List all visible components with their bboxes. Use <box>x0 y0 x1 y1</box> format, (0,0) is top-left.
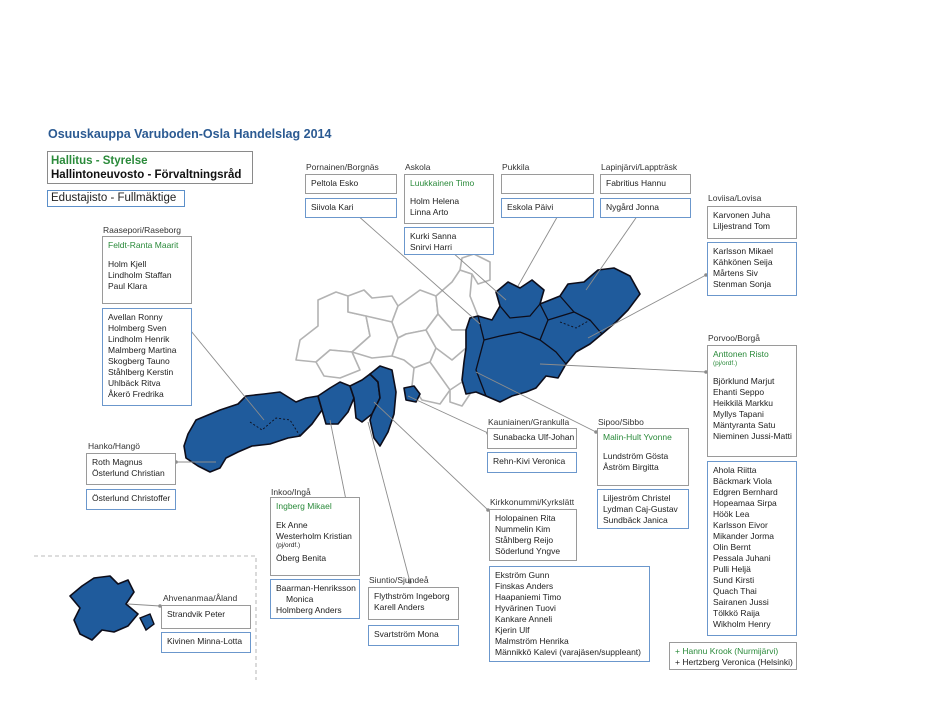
assembly-box-hanko <box>86 489 176 510</box>
person: Sairanen Jussi <box>713 597 769 607</box>
council-box-ahvenanmaa <box>161 605 251 629</box>
person: Myllys Tapani <box>713 409 764 419</box>
council-box-raasepori <box>102 236 192 304</box>
assembly-box-askola <box>404 227 494 255</box>
person: Siivola Kari <box>311 202 354 212</box>
person: Nummelin Kim <box>495 524 551 534</box>
council-box-kirkkonummi <box>489 509 577 561</box>
person: Ekström Gunn <box>495 570 550 580</box>
extra-member: + Hannu Krook (Nurmijärvi) <box>675 646 779 656</box>
person: Lundström Gösta <box>603 451 669 461</box>
person: Wikholm Henry <box>713 619 771 629</box>
person: Björklund Marjut <box>713 376 775 386</box>
label-ahvenanmaa: Ahvenanmaa/Åland <box>163 593 238 603</box>
assembly-box-porvoo <box>707 461 797 636</box>
region-raasepori <box>184 392 322 472</box>
note: (pj/ordf.) <box>276 542 301 549</box>
label-sipoo: Sipoo/Sibbo <box>598 417 644 427</box>
person: Öberg Benita <box>276 553 327 563</box>
person: Mårtens Siv <box>713 268 758 278</box>
page-title: Osuuskauppa Varuboden-Osla Handelslag 2014 <box>48 127 332 141</box>
person: Stenman Sonja <box>713 279 772 289</box>
region-ahvenanmaa <box>70 576 138 640</box>
extra-box <box>669 642 797 670</box>
person: Uhlbäck Ritva <box>108 378 161 388</box>
label-pukkila: Pukkila <box>502 162 530 172</box>
person: Kankare Anneli <box>495 614 553 624</box>
person: Malmberg Martina <box>108 345 177 355</box>
council-box-inkoo <box>270 497 360 576</box>
board-member: Ingberg Mikael <box>276 501 332 511</box>
person: Bäckmark Viola <box>713 476 772 486</box>
council-box-porvoo <box>707 345 797 457</box>
label-pomainen: Pornainen/Borgnäs <box>306 162 379 172</box>
person: Ek Anne <box>276 520 308 530</box>
assembly-box-kirkkonummi <box>489 566 650 662</box>
person: Lindholm Henrik <box>108 334 170 344</box>
person: Avellan Ronny <box>108 312 163 322</box>
person: Flythström Ingeborg <box>374 591 450 601</box>
person: Kurki Sanna <box>410 231 457 241</box>
person: Holopainen Rita <box>495 513 556 523</box>
person: Ståhlberg Reijo <box>495 535 554 545</box>
person: Haapaniemi Timo <box>495 592 562 602</box>
person: Männikkö Kalevi (varajäsen/suppleant) <box>495 647 641 657</box>
person: Liljestrand Tom <box>713 221 771 231</box>
council-box-hanko <box>86 453 176 485</box>
person: Pessala Juhani <box>713 553 771 563</box>
person: Finskas Anders <box>495 581 554 591</box>
person: Ståhlberg Kerstin <box>108 367 174 377</box>
council-box-askola <box>404 174 494 224</box>
label-porvoo: Porvoo/Borgå <box>708 333 760 343</box>
label-lapinjarvi: Lapinjärvi/Lappträsk <box>601 162 678 172</box>
legend-box <box>47 151 253 184</box>
label-raasepori: Raasepori/Raseborg <box>103 225 181 235</box>
person: Mikander Jorma <box>713 531 774 541</box>
person: Rehn-Kivi Veronica <box>493 456 566 466</box>
legend-assembly: Edustajisto - Fullmäktige <box>47 190 185 207</box>
board-member: Feldt-Ranta Maarit <box>108 240 179 250</box>
assembly-box-inkoo <box>270 579 360 619</box>
legend-board: Hallitus - Styrelse <box>51 155 148 167</box>
person: Holm Helena <box>410 196 460 206</box>
extra-member: + Hertzberg Veronica (Helsinki) <box>675 657 793 667</box>
label-askola: Askola <box>405 162 431 172</box>
person: Liljeström Christel <box>603 493 671 503</box>
person: Österlund Christian <box>92 468 165 478</box>
label-inkoo: Inkoo/Ingå <box>271 487 311 497</box>
council-box-kauniainen <box>487 428 577 449</box>
person: Lindholm Staffan <box>108 270 172 280</box>
person: Karlsson Eivor <box>713 520 768 530</box>
person: Nieminen Jussi-Matti <box>713 431 792 441</box>
person: Åkerö Fredrika <box>108 389 164 399</box>
person: Åström Birgitta <box>603 462 659 472</box>
person: Pulli Heljä <box>713 564 751 574</box>
label-siuntio: Siuntio/Sjundeå <box>369 575 429 585</box>
person: Eskola Päivi <box>507 202 554 212</box>
person: Svartström Mona <box>374 629 439 639</box>
council-box-sipoo <box>597 428 689 486</box>
person: Snirvi Harri <box>410 242 453 252</box>
person: Mäntyranta Satu <box>713 420 776 430</box>
label-kauniainen: Kauniainen/Grankulla <box>488 417 570 427</box>
person: Tölkkö Raija <box>713 608 760 618</box>
person: Kjerin Ulf <box>495 625 530 635</box>
person: Baarman-Henriksson <box>276 583 356 593</box>
person: Skogberg Tauno <box>108 356 170 366</box>
person: Kähkönen Seija <box>713 257 773 267</box>
assembly-box-loviisa <box>707 242 797 296</box>
legend-council: Hallintoneuvosto - Förvaltningsråd <box>51 169 242 181</box>
person: Fabritius Hannu <box>606 178 667 188</box>
assembly-box-kauniainen <box>487 452 577 473</box>
assembly-box-siuntio <box>368 625 459 646</box>
person: Olin Bernt <box>713 542 751 552</box>
person: Sund Kirsti <box>713 575 755 585</box>
person: Karlsson Mikael <box>713 246 773 256</box>
board-member: Luukkainen Timo <box>410 178 475 188</box>
assembly-box-sipoo <box>597 489 689 529</box>
council-box-pukkila <box>501 174 594 194</box>
person: Holm Kjell <box>108 259 147 269</box>
person: Quach Thai <box>713 586 757 596</box>
person: Linna Arto <box>410 207 449 217</box>
region-east <box>462 268 640 402</box>
person: Söderlund Yngve <box>495 546 561 556</box>
assembly-box-pukkila <box>501 198 594 218</box>
person: Strandvik Peter <box>167 609 226 619</box>
assembly-box-lapinjarvi <box>600 198 691 218</box>
council-box-pomainen <box>305 174 397 194</box>
person: Nygård Jonna <box>606 202 659 212</box>
council-box-loviisa <box>707 206 797 239</box>
person: Österlund Christoffer <box>92 493 171 503</box>
assembly-box-raasepori <box>102 308 192 406</box>
person: Kivinen Minna-Lotta <box>167 636 243 646</box>
person: Paul Klara <box>108 281 148 291</box>
person: Peltola Esko <box>311 178 359 188</box>
person: Edgren Bernhard <box>713 487 778 497</box>
person: Ehanti Seppo <box>713 387 765 397</box>
board-note: (pj/ordf.) <box>713 360 738 367</box>
person: Malmström Henrika <box>495 636 569 646</box>
region-inkoo <box>318 382 354 424</box>
person: Sunabacka Ulf-Johan <box>493 432 575 442</box>
person: Heikkilä Markku <box>713 398 773 408</box>
person: Höök Lea <box>713 509 750 519</box>
person: Sundbäck Janica <box>603 515 668 525</box>
person: Holmberg Anders <box>276 605 342 615</box>
person: Karvonen Juha <box>713 210 771 220</box>
person: Hyvärinen Tuovi <box>495 603 556 613</box>
council-box-siuntio <box>368 587 459 620</box>
person: Karell Anders <box>374 602 425 612</box>
person: Holmberg Sven <box>108 323 167 333</box>
label-hanko: Hanko/Hangö <box>88 441 140 451</box>
person: Lydman Caj-Gustav <box>603 504 678 514</box>
board-member: Malin-Hult Yvonne <box>603 432 672 442</box>
label-kirkkonummi: Kirkkonummi/Kyrkslätt <box>490 497 575 507</box>
assembly-box-ahvenanmaa <box>161 632 251 653</box>
person: Hopeamaa Sirpa <box>713 498 777 508</box>
assembly-box-pomainen <box>305 198 397 218</box>
person: Ahola Riitta <box>713 465 757 475</box>
label-loviisa: Loviisa/Lovisa <box>708 193 762 203</box>
person: Monica <box>286 594 314 604</box>
person: Roth Magnus <box>92 457 143 467</box>
person: Westerholm Kristian <box>276 531 352 541</box>
council-box-lapinjarvi <box>600 174 691 194</box>
board-member: Anttonen Risto <box>713 349 769 359</box>
